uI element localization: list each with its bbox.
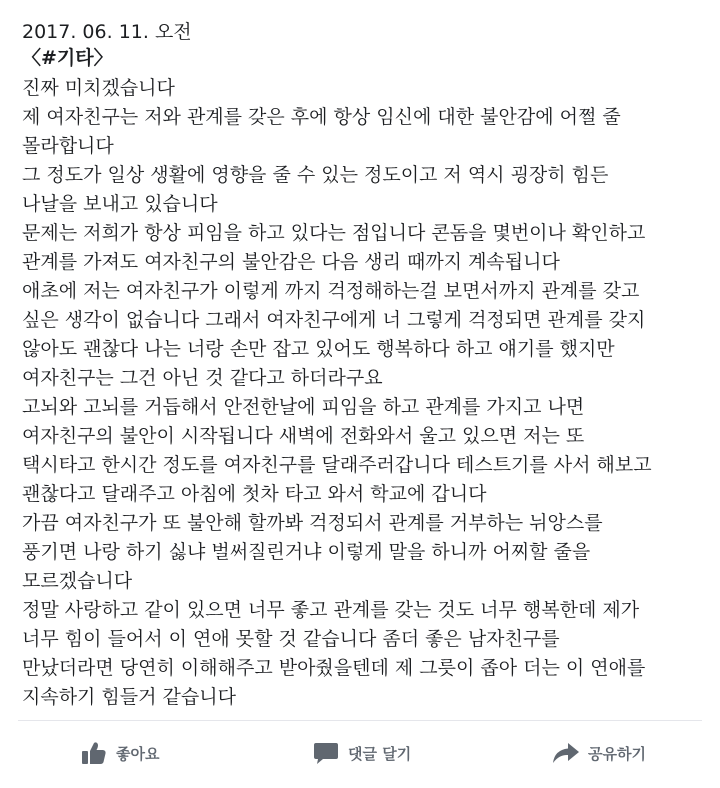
share-label: 공유하기 xyxy=(588,744,646,763)
post-line: 여자친구의 불안이 시작됩니다 새벽에 전화와서 울고 있으면 저는 또 xyxy=(22,425,585,447)
action-bar xyxy=(0,722,720,784)
comment-icon xyxy=(312,739,340,767)
post-line: 지속하기 힘들거 같습니다 xyxy=(22,686,236,708)
action-divider xyxy=(18,720,702,721)
post-line: 고뇌와 고뇌를 거듭해서 안전한날에 피임을 하고 관계를 가지고 나면 xyxy=(22,396,585,418)
post-line: 여자친구는 그건 아닌 것 같다고 하더라구요 xyxy=(22,367,383,389)
thumbs-up-icon xyxy=(80,739,108,767)
post-line: 정말 사랑하고 같이 있으면 너무 좋고 관계를 갖는 것도 너무 행복한데 제가 xyxy=(22,599,640,621)
post-line: 나날을 보내고 있습니다 xyxy=(22,193,218,215)
share-button[interactable] xyxy=(552,738,646,768)
post-line: 관계를 가져도 여자친구의 불안감은 다음 생리 때까지 계속됩니다 xyxy=(22,251,560,273)
post-timestamp: 2017. 06. 11. 오전 xyxy=(22,21,192,43)
post-line: 제 여자친구는 저와 관계를 갖은 후에 항상 임신에 대한 불안감에 어쩔 줄 xyxy=(22,106,621,128)
share-icon xyxy=(552,739,580,767)
post-line: 그 정도가 일상 생활에 영향을 줄 수 있는 정도이고 저 역시 굉장히 힘든 xyxy=(22,164,609,186)
comment-button[interactable] xyxy=(312,738,411,768)
post-line: 가끔 여자친구가 또 불안해 할까봐 걱정되서 관계를 거부하는 뉘앙스를 xyxy=(22,512,603,534)
post-line: 풍기면 나랑 하기 싫냐 벌써질린거냐 이렇게 말을 하니까 어찌할 줄을 xyxy=(22,541,591,563)
post-line: 진짜 미치겠습니다 xyxy=(22,77,175,99)
post-line: 문제는 저희가 항상 피임을 하고 있다는 점입니다 콘돔을 몇번이나 확인하고 xyxy=(22,222,646,244)
post-line: 괜찮다고 달래주고 아침에 첫차 타고 와서 학교에 갑니다 xyxy=(22,483,487,505)
comment-label: 댓글 달기 xyxy=(348,744,412,763)
post-line: 만났더라면 당연히 이해해주고 받아줬을텐데 제 그릇이 좁아 더는 이 연애를 xyxy=(22,657,646,679)
post-line: 몰라합니다 xyxy=(22,135,114,157)
post-line: 싶은 생각이 없습니다 그래서 여자친구에게 너 그렇게 걱정되면 관계를 갖지 xyxy=(22,309,646,331)
post-line: 너무 힘이 들어서 이 연애 못할 것 같습니다 좀더 좋은 남자친구를 xyxy=(22,628,560,650)
like-button[interactable] xyxy=(80,738,159,768)
like-label: 좋아요 xyxy=(116,744,160,763)
post-line: 않아도 괜찮다 나는 너랑 손만 잡고 있어도 행복하다 하고 얘기를 했지만 xyxy=(22,338,615,360)
post-line: 택시타고 한시간 정도를 여자친구를 달래주러갑니다 테스트기를 사서 해보고 xyxy=(22,454,652,476)
post-line: 모르겠습니다 xyxy=(22,570,133,592)
post-tag: 〈#기타〉 xyxy=(22,47,113,69)
post-body xyxy=(22,74,712,712)
post-line: 애초에 저는 여자친구가 이렇게 까지 걱정해하는걸 보면서까지 관계를 갖고 xyxy=(22,280,640,302)
